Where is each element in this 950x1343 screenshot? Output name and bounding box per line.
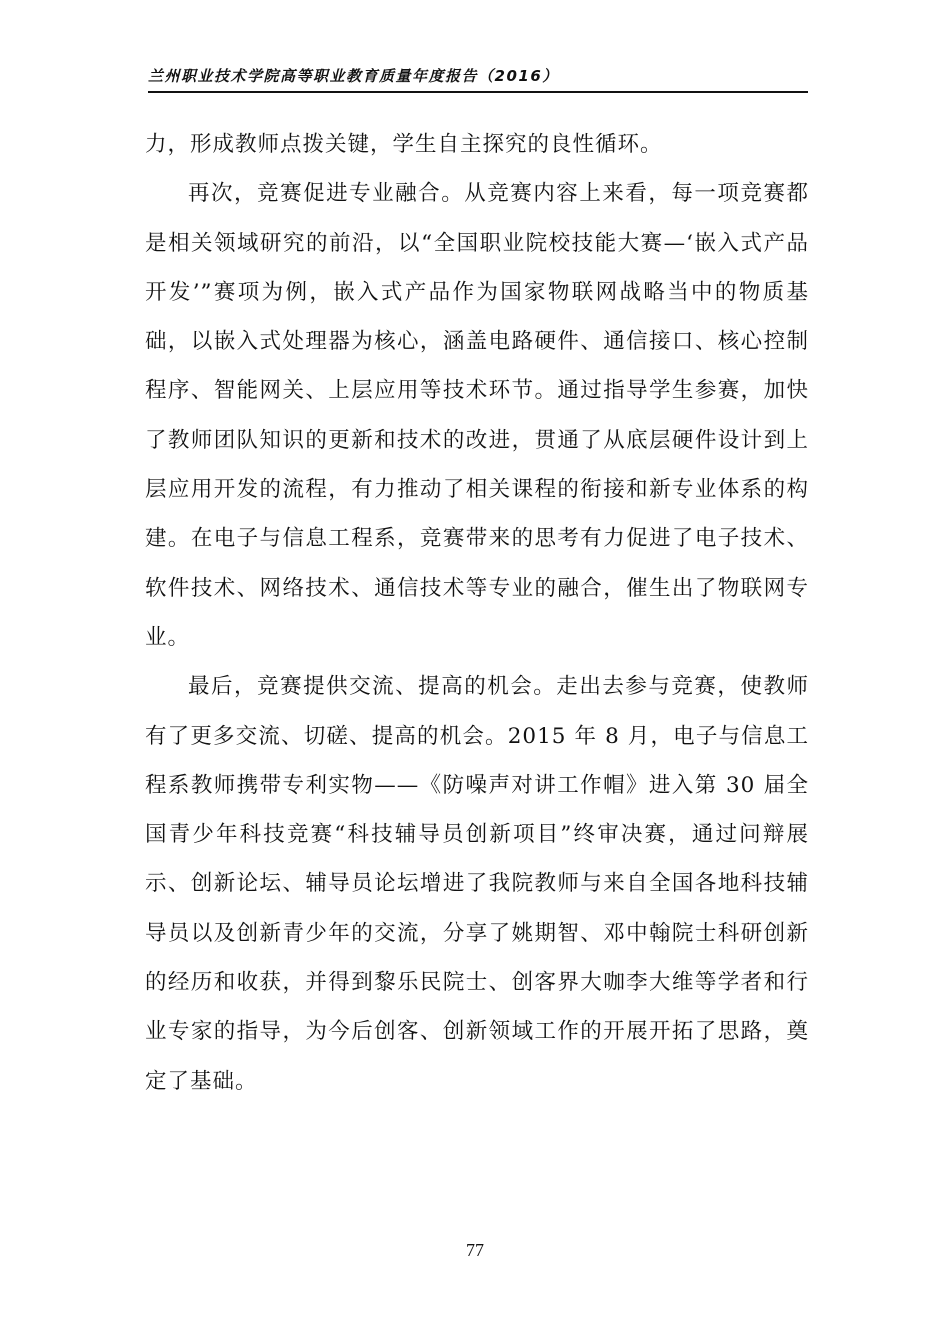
running-header (148, 62, 808, 98)
paragraph-competition-integration: 再次，竞赛促进专业融合。从竞赛内容上来看，每一项竞赛都是相关领域研究的前沿，以“全国职业院校技能大赛—‘嵌入式产品开发’”赛项为例，嵌入式产品作为国家物联网战略当中的物质基础，以嵌入式处理器为核心，涵盖电路硬件、通信接口、核心控制程序、智能网关、上层应用等技术环节。通过指导学生参赛，加快了教师团队知识的更新和技术的改进，贯通了从底层硬件设计到上层应用开发的流程，有力推动了相关课程的衔接和新专业体系的构建。在电子与信息工程系，竞赛带来的思考有力促进了电子技术、软件技术、网络技术、通信技术等专业的融合，催生出了物联网专业。 (145, 181, 809, 650)
header-rule (148, 91, 808, 93)
body-text (145, 120, 809, 1106)
paragraph-continuation: 力，形成教师点拨关键，学生自主探究的良性循环。 (145, 132, 663, 157)
paragraph-competition-exchange: 最后，竞赛提供交流、提高的机会。走出去参与竞赛，使教师有了更多交流、切磋、提高的机会。2015 年 8 月，电子与信息工程系教师携带专利实物——《防噪声对讲工作帽》进入第 30 届全国青少年科技竞赛“科技辅导员创新项目”终审决赛，通过问辩展示、创新论坛、辅导员论坛增进了我院教师与来自全国各地科技辅导员以及创新青少年的交流，分享了姚期智、邓中翰院士科研创新的经历和收获，并得到黎乐民院士、创客界大咖李大维等学者和行业专家的指导，为今后创客、创新领域工作的开展开拓了思路，奠定了基础。 (145, 674, 809, 1094)
page-number: 77 (466, 1240, 484, 1260)
report-title: 兰州职业技术学院高等职业教育质量年度报告（2016） (148, 67, 559, 85)
